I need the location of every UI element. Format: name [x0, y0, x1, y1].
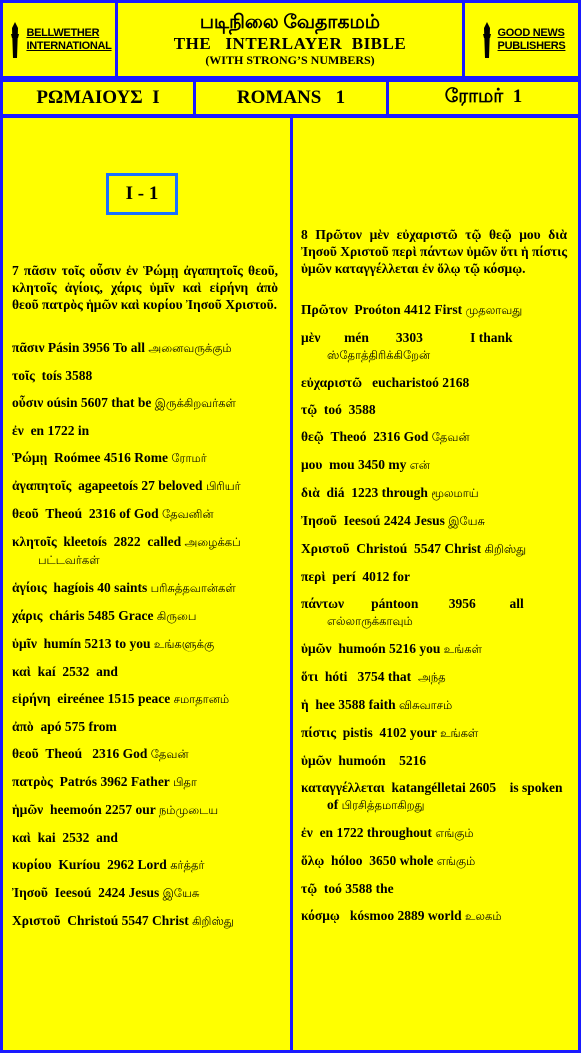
word-entry: [301, 568, 567, 585]
transliteration-strongs-gloss: hóti 3754 that: [318, 669, 418, 684]
transliteration-strongs-gloss: heemoón 2257 our: [43, 802, 159, 817]
greek-word: πᾶσιν: [12, 340, 45, 355]
greek-word: Ῥώμῃ: [12, 450, 48, 465]
section-label: I - 1: [106, 173, 178, 215]
word-entry: [12, 635, 278, 653]
word-entry: [12, 477, 278, 495]
transliteration-strongs-gloss: kai 2532 and: [30, 830, 118, 845]
word-entry: [301, 301, 567, 319]
good-news-logo-line2: PUBLISHERS: [497, 39, 566, 52]
greek-word: τῷ: [301, 402, 318, 417]
tamil-gloss: பிதா: [172, 775, 197, 789]
word-entry: [12, 912, 278, 930]
transliteration-strongs-gloss: cháris 5485 Grace: [42, 608, 157, 623]
greek-word: διὰ: [301, 485, 320, 500]
tamil-gloss: விசுவாசம்: [399, 698, 453, 712]
word-entry: [301, 428, 567, 446]
tamil-gloss: இயேசு: [162, 886, 200, 900]
greek-word: ἁγίοις: [12, 580, 47, 595]
tamil-gloss: உலகம்: [465, 909, 502, 923]
tamil-gloss: அந்த: [417, 670, 446, 684]
word-entry: [12, 449, 278, 467]
transliteration-strongs-gloss: humoón 5216 you: [331, 641, 444, 656]
greek-word: μου: [301, 457, 323, 472]
word-entry: [301, 595, 567, 630]
tamil-gloss: என்: [409, 458, 430, 472]
greek-word: χάρις: [12, 608, 43, 623]
word-entry: [301, 724, 567, 742]
greek-word: ἀπὸ: [12, 719, 34, 734]
greek-word: ὑμῖν: [12, 636, 37, 651]
greek-word: οὖσιν: [12, 395, 44, 410]
word-entry: [301, 640, 567, 658]
transliteration-strongs-gloss: Pásin 3956 To all: [44, 340, 149, 355]
tamil-gloss: பரிசுத்தவான்கள்: [150, 581, 236, 595]
tamil-gloss: முதலாவது: [465, 303, 523, 317]
transliteration-strongs-gloss: hee 3588 faith: [308, 697, 400, 712]
word-entry: [301, 484, 567, 502]
transliteration-strongs-gloss: pántoon 3956 all: [344, 596, 528, 611]
word-entry: [12, 533, 278, 569]
greek-word: πατρὸς: [12, 774, 53, 789]
word-entry: [301, 540, 567, 558]
tamil-gloss: மூலமாய்: [431, 486, 479, 500]
bellwether-logo-line1: BELLWETHER: [26, 26, 100, 39]
greek-word: μὲν: [301, 330, 321, 345]
transliteration-strongs-gloss: Christoú 5547 Christ: [60, 913, 193, 928]
greek-word: περὶ: [301, 569, 326, 584]
transliteration-strongs-gloss: Patrós 3962 Father: [52, 774, 173, 789]
book-greek: ΡΩΜΑΙΟΥΣ Ι: [0, 79, 196, 117]
word-entry: [301, 512, 567, 530]
tamil-gloss: தேவனின்: [161, 507, 214, 521]
transliteration-strongs-gloss: en 1722 in: [23, 423, 90, 438]
word-entry: [12, 579, 278, 597]
word-entry: [12, 856, 278, 874]
greek-word: Χριστοῦ: [301, 541, 350, 556]
tamil-gloss: தேவன்: [150, 747, 189, 761]
bellwether-logo: [0, 0, 118, 79]
book-tamil: ரோமர் 1: [386, 79, 581, 117]
tamil-gloss: சமாதானம்: [173, 692, 230, 706]
tamil-gloss: உங்கள்: [443, 642, 482, 656]
word-entry: [12, 718, 278, 735]
word-entry: [301, 752, 567, 769]
greek-word: κλητοῖς: [12, 534, 57, 549]
word-entry: [301, 329, 567, 364]
word-entry: [301, 668, 567, 686]
transliteration-strongs-gloss: Theoú 2316 God: [38, 746, 151, 761]
transliteration-strongs-gloss: mén 3303 I thank: [320, 330, 516, 345]
word-entry: [301, 824, 567, 842]
bellwether-logo-line2: INTERNATIONAL: [26, 39, 112, 52]
book-english: ROMANS 1: [193, 79, 389, 117]
verse-7-entries: [12, 339, 278, 930]
greek-word: πίστις: [301, 725, 337, 740]
word-entry: [301, 907, 567, 925]
tamil-gloss: எல்லாருக்காவும்: [327, 614, 413, 628]
tamil-gloss: பிரசித்தமாகிறது: [341, 798, 425, 812]
title-english: THE INTERLAYER BIBLE: [173, 34, 407, 53]
greek-word: καὶ: [12, 830, 31, 845]
verse-8-entries: [301, 301, 567, 925]
title-tamil: படிநிலை வேதாகமம்: [199, 12, 381, 33]
word-entry: [12, 801, 278, 819]
word-entry: [12, 367, 278, 384]
transliteration-strongs-gloss: toó 3588: [317, 402, 376, 417]
word-entry: [12, 829, 278, 846]
tamil-gloss: நம்முடைய: [158, 803, 219, 817]
transliteration-strongs-gloss: kaí 2532 and: [30, 664, 118, 679]
transliteration-strongs-gloss: agapeetoís 27 beloved: [71, 478, 206, 493]
word-entry: [12, 745, 278, 763]
transliteration-strongs-gloss: eireénee 1515 peace: [50, 691, 174, 706]
greek-word: ὅτι: [301, 669, 319, 684]
greek-word: τοῖς: [12, 368, 35, 383]
transliteration-strongs-gloss: toís 3588: [34, 368, 93, 383]
tamil-gloss: எங்கும்: [435, 826, 474, 840]
word-entry: [301, 374, 567, 391]
tamil-gloss: இருக்கிறவர்கள்: [154, 396, 236, 410]
tamil-gloss: கிருபை: [156, 609, 197, 623]
tamil-gloss: எங்கும்: [436, 854, 476, 868]
left-column: [12, 262, 278, 940]
word-entry: [12, 773, 278, 791]
tamil-gloss: இயேசு: [448, 514, 485, 528]
greek-word: εὐχαριστῶ: [301, 375, 363, 390]
transliteration-strongs-gloss: oúsin 5607 that be: [43, 395, 155, 410]
word-entry: [12, 394, 278, 412]
transliteration-strongs-gloss: Ieesoú 2424 Jesus: [336, 513, 449, 528]
greek-word: Πρῶτον: [301, 302, 348, 317]
greek-word: Χριστοῦ: [12, 913, 61, 928]
word-entry: [12, 884, 278, 902]
transliteration-strongs-gloss: hagíois 40 saints: [46, 580, 151, 595]
good-news-logo: [462, 0, 581, 79]
transliteration-strongs-gloss: Theoú 2316 of God: [38, 506, 162, 521]
tamil-gloss: தேவன்: [431, 430, 470, 444]
transliteration-strongs-gloss: hóloo 3650 whole: [324, 853, 437, 868]
transliteration-strongs-gloss: Roómee 4516 Rome: [47, 450, 172, 465]
transliteration-strongs-gloss: humoón 5216: [331, 753, 427, 768]
transliteration-strongs-gloss: humín 5213 to you: [36, 636, 154, 651]
verse-8-text: 8 Πρῶτον μὲν εὐχαριστῶ τῷ θεῷ μου διὰ Ἰησοῦ Χριστοῦ περὶ πάντων ὑμῶν ὅτι ἡ πίστις ὑμῶν καταγγέλλεται ἐν ὅλῳ τῷ κόσμῳ.: [301, 227, 568, 276]
greek-word: καταγγέλλεται: [301, 780, 385, 795]
word-entry: [301, 852, 567, 870]
greek-word: ὑμῶν: [301, 753, 332, 768]
greek-word: ὑμῶν: [301, 641, 332, 656]
word-entry: [12, 607, 278, 625]
word-entry: [12, 422, 278, 439]
tamil-gloss: ரோமர்: [171, 451, 207, 465]
title-subtitle: (WITH STRONG’S NUMBERS): [205, 53, 375, 67]
word-entry: [301, 779, 567, 814]
greek-word: θεοῦ: [12, 746, 39, 761]
word-entry: [12, 663, 278, 680]
tamil-gloss: அனைவருக்கும்: [148, 341, 232, 355]
greek-word: πάντων: [301, 596, 345, 611]
greek-word: Ἰησοῦ: [301, 513, 337, 528]
word-entry: [301, 696, 567, 714]
greek-word: ἐν: [301, 825, 313, 840]
transliteration-strongs-gloss: eucharistoó 2168: [362, 375, 470, 390]
title-block: [115, 0, 465, 79]
right-column: [301, 226, 567, 935]
greek-word: ἐν: [12, 423, 24, 438]
transliteration-strongs-gloss: kleetoís 2822 called: [56, 534, 185, 549]
word-entry: [12, 690, 278, 708]
greek-word: θεοῦ: [12, 506, 39, 521]
greek-word: καὶ: [12, 664, 31, 679]
tamil-gloss: கர்த்தர்: [170, 858, 205, 872]
good-news-logo-line1: GOOD NEWS: [497, 26, 565, 39]
greek-word: ἡ: [301, 697, 309, 712]
transliteration-strongs-gloss: Theoó 2316 God: [323, 429, 432, 444]
tamil-gloss: ஸ்தோத்திரிக்கிறேன்: [327, 348, 431, 362]
word-entry: [12, 339, 278, 357]
transliteration-strongs-gloss: mou 3450 my: [322, 457, 410, 472]
tamil-gloss: உங்களுக்கு: [153, 637, 215, 651]
transliteration-strongs-gloss: Kuríou 2962 Lord: [51, 857, 171, 872]
transliteration-strongs-gloss: perí 4012 for: [325, 569, 410, 584]
greek-word: θεῷ: [301, 429, 324, 444]
shepherd-icon: [6, 20, 24, 60]
word-entry: [301, 880, 567, 897]
transliteration-strongs-gloss: Christoú 5547 Christ: [349, 541, 485, 556]
tamil-gloss: கிறிஸ்து: [484, 542, 527, 556]
transliteration-strongs-gloss: Proóton 4412 First: [347, 302, 466, 317]
greek-word: τῷ: [301, 881, 318, 896]
greek-word: κυρίου: [12, 857, 52, 872]
word-entry: [301, 401, 567, 418]
tamil-gloss: அழைக்கப் பட்டவர்கள்: [38, 535, 241, 567]
verse-7-text: 7 πᾶσιν τοῖς οὖσιν ἐν Ῥώμῃ ἀγαπητοῖς θεοῦ, κλητοῖς ἁγίοις, χάρις ὑμῖν καὶ εἰρήνη ἀπὸ θεοῦ πατρὸς ἡμῶν καὶ κυρίου Ἰησοῦ Χριστοῦ.: [12, 263, 278, 312]
word-entry: [301, 456, 567, 474]
greek-word: ἀγαπητοῖς: [12, 478, 72, 493]
transliteration-strongs-gloss: apó 575 from: [33, 719, 117, 734]
transliteration-strongs-gloss: en 1722 throughout: [312, 825, 436, 840]
greek-word: κόσμῳ: [301, 908, 340, 923]
transliteration-strongs-gloss: toó 3588 the: [317, 881, 394, 896]
tamil-gloss: கிறிஸ்து: [192, 914, 234, 928]
tamil-gloss: உங்கள்: [440, 726, 479, 740]
greek-word: εἰρήνη: [12, 691, 51, 706]
transliteration-strongs-gloss: diá 1223 through: [319, 485, 432, 500]
greek-word: ὅλῳ: [301, 853, 325, 868]
shepherd-icon: [478, 20, 496, 60]
greek-word: ἡμῶν: [12, 802, 44, 817]
transliteration-strongs-gloss: kósmoo 2889 world: [339, 908, 465, 923]
greek-word: Ἰησοῦ: [12, 885, 48, 900]
word-entry: [12, 505, 278, 523]
transliteration-strongs-gloss: Ieesoú 2424 Jesus: [47, 885, 163, 900]
tamil-gloss: பிரியர்: [205, 479, 241, 493]
transliteration-strongs-gloss: pistis 4102 your: [336, 725, 441, 740]
transliteration-strongs-gloss: katangélletai 2605 is spoken of: [327, 780, 566, 812]
